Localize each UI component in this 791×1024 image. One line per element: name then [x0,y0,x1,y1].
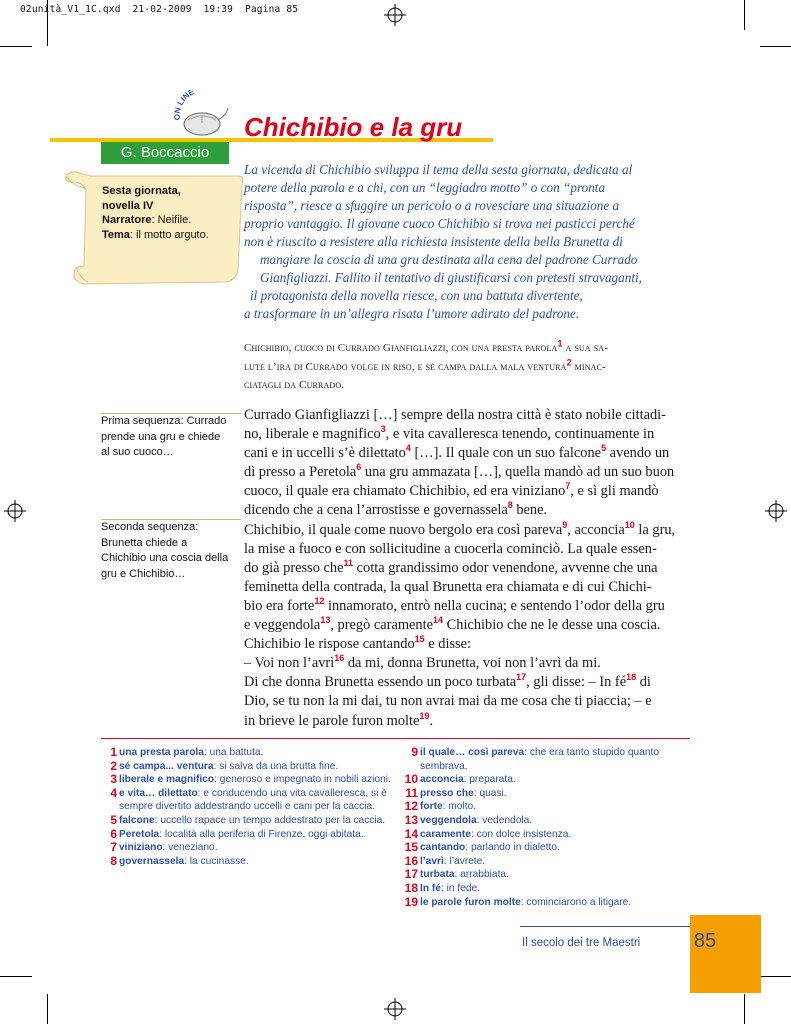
footnote [402,787,692,801]
footnote-term: acconcia [420,774,464,786]
intro-line: a trasformare in un’allegra risata l’umore adirato del padrone. [244,306,580,321]
text-segment: Dio, se tu non la mi dai, tu non avrai mai da me cosa che ti piaccia; – e [244,693,652,710]
footnote-definition: : e conducendo una vita cavalleresca, si è sempre divertito addestrando uccelli e cani per la caccia. [119,787,387,813]
text-line [244,635,694,654]
footnote-term: liberale e magnifico [119,774,215,786]
theme-label: Tema [102,228,130,241]
footnote [101,814,391,828]
footnote [402,855,692,869]
summary-text: Chichibio, cuoco di Currado Gianfigliazzi, con una presta parola [244,342,558,354]
note-ref: 3 [380,424,386,435]
online-mouse-icon [170,90,234,138]
note-ref: 15 [414,634,425,645]
footnote-definition: : si salva da una brutta fine. [213,760,339,772]
footnote-definition: : generoso e impegnato in nobili azioni. [214,774,391,786]
crop-mark [0,46,32,47]
text-segment: […]. Il quale con un suo falcone [410,445,602,462]
footnote [402,800,692,814]
page-number-tab [690,915,761,993]
text-segment: dicendo che a cena l’arrostisse e governassela [244,502,508,519]
text-segment: di [636,674,651,691]
note-ref: 17 [516,672,527,683]
theme-value: : il motto arguto. [129,228,209,241]
footnote [402,841,692,855]
footnote-term: l’avrì [420,855,444,867]
text-line [244,712,694,731]
text-segment: bene. [512,502,548,519]
footnote-definition: : vedendola. [476,814,533,826]
page-title: Chichibio e la gru [244,112,463,142]
note-ref: 14 [433,615,444,626]
footnote-number: 1 [110,745,117,759]
footnote-number: 7 [110,840,117,855]
intro-paragraph [244,161,694,323]
summary-text: a sua sa- [562,342,609,354]
footnote-term: e vita… dilettato [119,787,198,799]
crop-mark [47,994,48,1024]
footnote-number: 15 [404,840,418,855]
notes-rule [101,738,690,739]
footnote-number: 13 [404,812,418,827]
note-ref: 12 [314,596,325,607]
text-line [244,521,694,540]
footnote [101,746,391,760]
text-segment: do già presso che [244,559,344,576]
footnote-definition: : veneziano. [162,842,218,854]
footnote-definition: : arrabbiata. [454,869,509,881]
footnote [402,773,692,787]
registration-mark-icon [384,998,406,1020]
footnote [402,896,692,910]
note-ref: 18 [626,672,637,683]
note-ref: 5 [601,443,607,454]
text-line [244,578,694,597]
text-line [244,482,694,501]
notes-column-left [101,746,391,868]
registration-mark-icon [4,500,26,522]
text-line [244,406,694,425]
footnote-number: 12 [404,799,418,814]
narrator-label: Narratore [102,214,152,226]
text-segment: dì presso a Peretola [244,464,357,481]
text-line [244,444,694,463]
note-ref: 13 [320,615,331,626]
text-segment: , pregò caramente [330,617,434,634]
footnote-definition: : preparata. [463,774,516,786]
text-segment: Chichibio le rispose cantando [244,636,415,653]
footnote [101,828,391,842]
footnote [101,855,391,869]
text-segment: , e vita cavalleresca tenendo, continuamente in [385,426,655,443]
footnote-definition: : che era tanto stupido quanto sembrava. [420,747,659,772]
summary-text: lute l’ira di Currado volge in riso, e sé campa dalla mala ventura [244,360,567,373]
footnote-term: una presta parola [119,747,204,758]
text-segment: – Voi non l’avrì [244,655,335,672]
footnote-number: 6 [110,826,117,841]
text-segment: Currado Gianfigliazzi […] sempre della nostra città è stato nobile cittadi- [244,407,666,423]
footnote-term: veggendola [420,814,477,826]
author-badge: G. Boccaccio [101,142,229,164]
text-line [244,654,694,673]
footnote-definition: : località alla periferia di Firenze, oggi abitata. [159,828,364,840]
footer-rule [520,926,690,927]
note-ref: 7 [565,481,571,492]
footnote-number: 14 [404,826,418,841]
footnote [101,841,391,855]
footnote-term: sé campa... ventura [119,760,214,772]
crop-mark [744,994,745,1024]
text-segment: cuoco, il quale era chiamato Chichibio, ed era viniziano [244,483,566,500]
text-segment: cotta grandissimo odor venendone, avvenne che una [353,559,658,576]
footnote-number: 10 [404,772,418,787]
sequence-note-second: Seconda sequenza: Brunetta chiede a Chichibio una coscia della gru e Chichibio… [101,521,229,580]
crop-mark [0,976,32,977]
story-info [102,184,242,242]
footnote [402,882,692,896]
text-line [244,463,694,482]
intro-line: mangiare la coscia di una gru destinata alla cena del padrone Currado [260,252,638,267]
registration-mark-icon [765,500,787,522]
intro-line: risposta”, riesce a sfuggire un pericolo o a rovesciare una situazione a [244,198,620,213]
footnote-definition: : con dolce insistenza. [470,828,572,840]
footnote-term: Peretola [119,828,160,840]
intro-line: proprio vantaggio. Il giovane cuoco Chichibio si trova nei pasticci perché [244,216,635,231]
note-ref: 1 [557,338,563,349]
footnote-term: governassela [119,855,185,867]
footnote-number: 8 [110,853,117,868]
text-segment: bio era forte [244,597,315,614]
footnote-number: 19 [404,894,418,909]
text-segment: una gru ammazata […], quella mandò ad un suo buon [361,464,675,481]
narrator-value: : Neifile. [151,214,192,226]
text-line [244,597,694,616]
intro-line: non è riuscito a resistere alla richiesta insistente della bella Brunetta di [244,234,623,249]
text-segment: da mi, donna Brunetta, voi non l’avrì da mi. [344,655,601,672]
footnote-definition: : uccello rapace un tempo addestrato per la caccia. [154,814,386,826]
footnote-number: 11 [405,785,418,800]
notes-column-right [402,746,692,909]
novella-text [244,406,694,731]
note-ref: 8 [507,500,513,511]
footnote-number: 16 [404,853,418,868]
text-segment: Chichibio, il quale come nuovo bergolo era così pareva [244,521,563,538]
text-segment: Chichibio che ne le desse una coscia. [443,617,661,634]
text-segment: Di che donna Brunetta essendo un poco turbata [244,674,517,691]
text-segment: , e sì gli mandò [570,483,659,500]
summary-text: minac- [571,360,606,373]
footnote-definition: : in fede. [440,882,481,894]
text-segment: , acconcia [567,521,625,538]
footnote-term: il quale… così pareva [420,747,525,758]
footnote [101,760,391,774]
note-ref: 16 [334,653,345,664]
text-segment: la gru, [634,521,676,538]
note-ref: 11 [343,557,354,568]
footnote [402,868,692,882]
footnote-number: 4 [110,785,117,800]
crop-mark [760,46,791,47]
text-line [244,425,694,444]
footnote-term: falcone [119,814,155,826]
text-line [244,616,694,635]
note-ref: 2 [566,356,572,367]
text-segment: e veggendola [244,617,321,634]
note-ref: 4 [405,443,411,454]
text-line [244,501,694,520]
logo-text: ON LINE [172,90,196,121]
text-segment: avendo un [606,445,670,462]
registration-mark-icon [384,4,406,26]
footnote-number: 18 [404,880,418,895]
footnote-definition: : quasi. [473,787,507,799]
footnote-term: presso che [420,787,474,799]
footnote-term: forte [420,801,443,813]
footnote [402,828,692,842]
text-segment: no, liberale e magnifico [244,426,381,443]
text-segment: cani e in uccelli s’è dilettato [244,445,406,462]
footnote-number: 2 [110,758,117,773]
novella-label: novella IV [102,199,154,212]
text-segment: , gli disse: – In fé [526,674,627,691]
footnote-definition: : molto. [442,801,477,813]
footnote-definition: : parlando in dialetto. [465,842,560,854]
footnote-number: 17 [404,867,418,882]
section-title: Il secolo dei tre Maestri [522,937,641,949]
footnote-term: cantando [420,842,466,854]
print-slug: 02unità_V1_1C.qxd 21-02-2009 19:39 Pagina 85 [20,4,299,15]
intro-line: La vicenda di Chichibio sviluppa il tema della sesta giornata, dedicata al [244,162,633,177]
note-ref: 19 [419,710,430,721]
note-ref: 6 [356,462,362,473]
footnote-term: turbata [420,869,455,881]
footnote-definition: : cominciarono a litigare. [520,896,632,908]
footnote [402,746,692,773]
footnote-number: 9 [411,745,418,759]
novella-summary [244,339,690,395]
footnote-definition: : la cucinasse. [184,855,249,867]
summary-text: ciatagli da Currado. [244,379,345,391]
text-line [244,692,694,711]
text-line [244,673,694,692]
intro-line: potere della parola e a chi, con un “leggiadro motto” o con “pronta [244,180,606,195]
text-segment: feminetta della contrada, la qual Brunetta era chiamata e di cui Chichi- [244,578,652,595]
note-ref: 10 [624,519,635,530]
text-segment: . [429,712,434,729]
text-segment: la mise a fuoco e con sollicitudine a cuocerla cominciò. La quale essen- [244,540,657,557]
footnote-definition: : l’avrete. [443,855,486,867]
note-ref: 9 [562,519,568,530]
footnote [101,787,391,814]
footnote-term: le parole furon molte [420,896,521,908]
intro-line: il protagonista della novella riesce, con una battuta divertente, [250,288,583,303]
crop-mark [744,0,745,30]
footnote-term: In fé [420,882,441,894]
footnote-term: caramente [420,828,471,840]
footnote-number: 5 [110,812,117,827]
text-segment: e disse: [424,636,472,653]
day-label: Sesta giornata, [102,185,181,197]
sequence-note-first: Prima sequenza: Currado prende una gru e chiede al suo cuoco… [101,415,227,458]
text-segment: innamorato, entrò nella cucina; e sentendo l’odor della gru [324,597,665,614]
intro-line: Gianfigliazzi. Fallito il tentativo di giustificarsi con pretesti stravaganti, [260,270,642,285]
page-number: 85 [693,930,717,952]
footnote-number: 3 [110,772,117,787]
footnote-definition: : una battuta. [203,747,264,758]
footnote-term: viniziano [119,842,163,854]
footnote [402,814,692,828]
text-line [244,559,694,578]
text-segment: in brieve le parole furon molte [244,712,420,729]
footnote [101,773,391,787]
text-line [244,540,694,559]
crop-mark [760,976,791,977]
